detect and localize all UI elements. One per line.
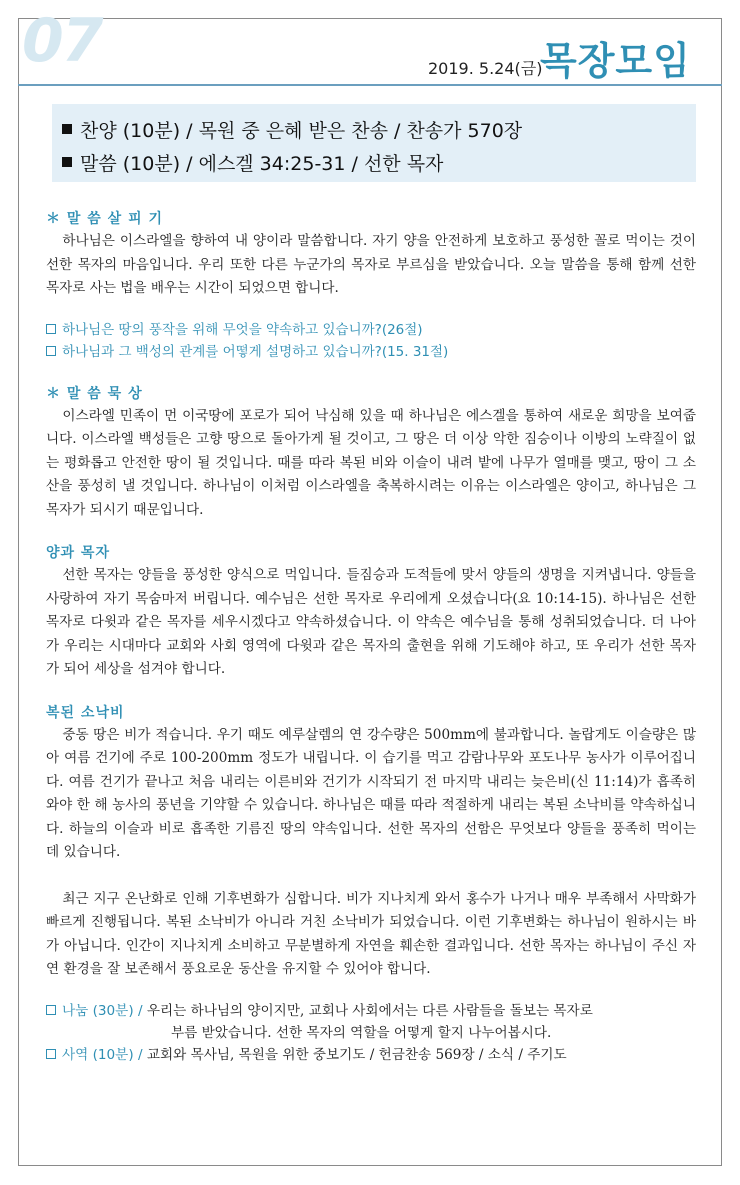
meditation-paragraph: 이스라엘 민족이 먼 이국땅에 포로가 되어 낙심해 있을 때 하나님은 에스겔을 통하여 새로운 희망을 보여줍니다. 이스라엘 백성들은 고향 땅으로 돌아가게 될 것이고, 그 땅은 더 이상 악한 짐승이나 이방의 노략질이 없는 평화롭고 안전한 땅이 될 것입니다. 때를 따라 복된 비와 이슬이 내려 밭에 나무가 열매를 맺고, 땅이 그 소산을 풍성히 낼 것입니다. 하나님이 이처럼 이스라엘을 축복하시려는 이유는 이스라엘은 양이고, 하나님은 그 목자가 되시기 때문입니다.: [46, 407, 696, 518]
share-label: 나눔 (30분) /: [62, 1002, 143, 1019]
mission-line: [46, 1044, 696, 1066]
share-text: 우리는 하나님의 양이지만, 교회나 사회에서는 다른 사람들을 돌보는 목자로: [146, 1002, 593, 1019]
page-number: 07: [22, 6, 102, 76]
sheep-paragraph: 선한 목자는 양들을 풍성한 양식으로 먹입니다. 들짐승과 도적들에 맞서 양들의 생명을 지켜냅니다. 양들을 사랑하여 자기 목숨마저 버립니다. 예수님은 선한 목자로 우리에게 오셨습니다(요 10:14-15). 하나님은 선한 목자로 다윗과 같은 목자를 세우시겠다고 약속하셨습니다. 이 약속은 예수님을 통해 성취되었습니다. 더 나아가 우리는 시대마다 교회와 사회 영역에 다윗과 같은 목자의 출현을 위해 기도해야 하고, 또 우리가 선한 목자가 되어 세상을 섬겨야 합니다.: [46, 567, 696, 677]
checkbox-square-icon: [46, 1049, 56, 1059]
question-item: 하나님과 그 백성의 관계를 어떻게 설명하고 있습니까?(15. 31절): [46, 341, 696, 363]
rain-paragraph: 중동 땅은 비가 적습니다. 우기 때도 예루살렘의 연 강수량은 500mm에 불과합니다. 놀랍게도 이슬량은 많아 여름 건기에 주로 100-200mm 정도가 내립니다. 이 습기를 먹고 감람나무와 포도나무 농사가 이루어집니다. 여름 건기가 끝나고 처음 내리는 이른비와 건기가 시작되기 전 마지막 내리는 늦은비(신 11:14)가 흡족히 와야 한 해 농사의 풍년을 기약할 수 있습니다. 하나님은 때를 따라 적절하게 내리는 복된 소낙비를 약속하십니다. 하늘의 이슬과 비로 흡족한 기름진 땅의 약속입니다. 선한 목자의 선함은 무엇보다 양들을 풍족히 먹이는 데 있습니다.: [46, 726, 696, 860]
mission-text: 교회와 목사님, 목원을 위한 중보기도 / 헌금찬송 569장 / 소식 / 주기도: [146, 1046, 567, 1063]
share-text-continued: 부름 받았습니다. 선한 목자의 역할을 어떻게 할지 나누어봅시다.: [171, 1024, 552, 1041]
study-paragraph: 하나님은 이스라엘을 향하여 내 양이라 말씀합니다. 자기 양을 안전하게 보호하고 풍성한 꼴로 먹이는 것이 선한 목자의 마음입니다. 우리 또한 다른 누군가의 목자로 부르심을 받았습니다. 오늘 말씀을 통해 함께 선한 목자로 사는 법을 배우는 시간이 되었으면 합니다.: [46, 233, 696, 296]
share-line: [46, 1000, 696, 1022]
mission-label: 사역 (10분) /: [62, 1046, 143, 1063]
section-heading-study: ＊ 말 씀 살 피 기: [46, 211, 163, 227]
question-item: 하나님은 땅의 풍작을 위해 무엇을 약속하고 있습니까?(26절): [46, 319, 696, 341]
section-heading-rain: 복된 소낙비: [46, 704, 125, 721]
checkbox-square-icon: [46, 1005, 56, 1015]
checkbox-square-icon: [46, 346, 56, 356]
square-bullet-icon: [62, 157, 72, 167]
order-item-praise: 찬양 (10분) / 목원 중 은혜 받은 찬송 / 찬송가 570장: [62, 116, 522, 143]
order-item-word: 말씀 (10분) / 에스겔 34:25-31 / 선한 목자: [62, 149, 443, 176]
main-content: [46, 208, 696, 1066]
meeting-date: 2019. 5.24(금): [428, 59, 543, 78]
square-bullet-icon: [62, 124, 72, 134]
page-title: 목장모임: [540, 39, 691, 83]
question-list: [46, 319, 696, 363]
checkbox-square-icon: [46, 324, 56, 334]
section-heading-meditation: ＊ 말 씀 묵 상: [46, 385, 143, 402]
section-heading-sheep: 양과 목자: [46, 545, 110, 561]
climate-paragraph: 최근 지구 온난화로 인해 기후변화가 심합니다. 비가 지나치게 와서 홍수가 나거나 매우 부족해서 사막화가 빠르게 진행됩니다. 복된 소낙비가 아니라 거친 소낙비가 되었습니다. 이런 기후변화는 하나님이 원하시는 바가 아닙니다. 인간이 지나치게 소비하고 무분별하게 자연을 훼손한 결과입니다. 선한 목자는 하나님이 주신 자연 환경을 잘 보존해서 풍요로운 동산을 유지할 수 있어야 합니다.: [46, 890, 696, 977]
